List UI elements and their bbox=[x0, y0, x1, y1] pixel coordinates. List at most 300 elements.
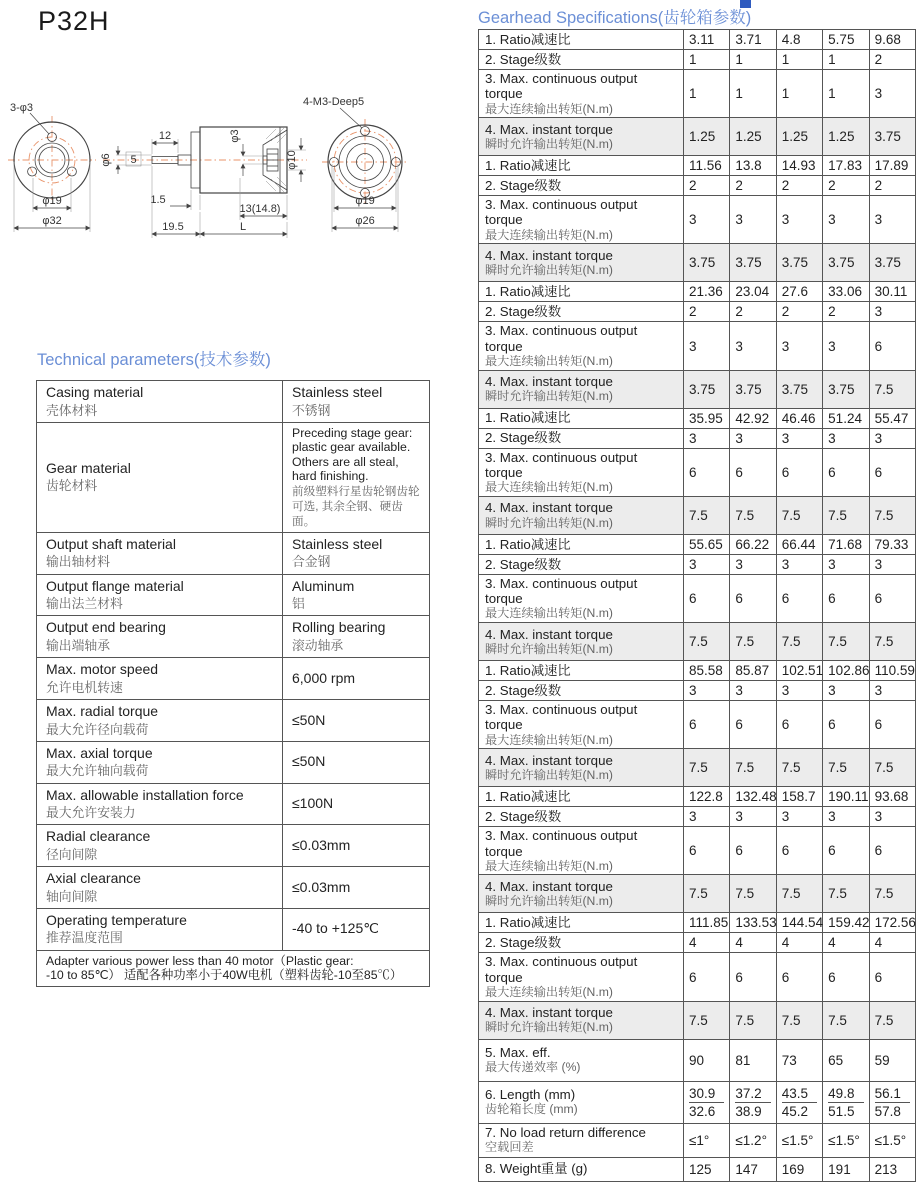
spec-inst-torque-row-value-cell bbox=[776, 1001, 822, 1039]
spec-cont-torque-row-label: 最大连续输出转矩(N.m) bbox=[485, 101, 613, 116]
tech-param-value-en: Stainless steel bbox=[292, 384, 383, 400]
spec-ratio-row-value-cell bbox=[869, 913, 915, 933]
dim-label-phi32: φ32 bbox=[42, 215, 62, 227]
spec-cont-torque-row-value-cell bbox=[684, 827, 730, 875]
spec-stage-row bbox=[479, 176, 916, 196]
spec-ratio-row-label-cell bbox=[479, 282, 684, 302]
tech-param-row bbox=[37, 616, 430, 658]
spec-inst-torque-row-value: 1.25 bbox=[735, 129, 762, 145]
spec-cont-torque-row-value: 6 bbox=[874, 338, 883, 354]
spec-inst-torque-row-value-cell bbox=[823, 623, 869, 661]
tech-param-label-cell bbox=[37, 658, 283, 700]
spec-weight-row-value: 125 bbox=[689, 1161, 712, 1177]
dim-label-phi19-rear: φ19 bbox=[355, 195, 375, 207]
spec-stage-row-value: 3 bbox=[689, 683, 697, 699]
tech-param-value-cell bbox=[283, 825, 430, 867]
spec-cont-torque-row-value: 6 bbox=[874, 590, 883, 606]
spec-ratio-row bbox=[479, 661, 916, 681]
spec-inst-torque-row-value-cell bbox=[823, 370, 869, 408]
spec-noload-row-label-cell bbox=[479, 1123, 684, 1157]
spec-length-value-bottom: 45.2 bbox=[781, 1103, 809, 1119]
rear-flange-view bbox=[303, 96, 408, 232]
tech-param-row bbox=[37, 825, 430, 867]
spec-stage-row-value-cell bbox=[869, 933, 915, 953]
gearhead-spec-table bbox=[478, 29, 916, 1182]
spec-cont-torque-row-value-cell bbox=[869, 827, 915, 875]
spec-inst-torque-row-value-cell bbox=[823, 244, 869, 282]
spec-stage-row-value: 1 bbox=[828, 52, 836, 67]
spec-length-label-cell bbox=[479, 1081, 684, 1123]
spec-inst-torque-row-value: 7.5 bbox=[735, 634, 755, 650]
spec-cont-torque-row-value-cell bbox=[823, 953, 869, 1001]
spec-ratio-row-value-cell bbox=[869, 534, 915, 554]
spec-ratio-row bbox=[479, 913, 916, 933]
spec-length-value-top: 49.8 bbox=[828, 1085, 863, 1103]
spec-stage-row-value-cell bbox=[823, 554, 869, 574]
tech-param-row bbox=[37, 381, 430, 423]
spec-ratio-row-value: 4.8 bbox=[781, 32, 801, 47]
spec-cont-torque-row-label-cell bbox=[479, 953, 684, 1001]
dim-label-13: 13(14.8) bbox=[239, 203, 281, 215]
spec-stage-row-value: 3 bbox=[781, 430, 790, 446]
spec-cont-torque-row-label: 最大连续输出转矩(N.m) bbox=[485, 606, 613, 621]
spec-ratio-row-value-cell bbox=[684, 913, 730, 933]
spec-cont-torque-row bbox=[479, 574, 916, 622]
spec-cont-torque-row bbox=[479, 953, 916, 1001]
spec-noload-row-value-cell bbox=[869, 1123, 915, 1157]
spec-stage-row-value: 1 bbox=[689, 52, 697, 67]
spec-weight-row-value-cell bbox=[684, 1157, 730, 1181]
spec-ratio-row-value: 144.54 bbox=[781, 915, 824, 931]
spec-stage-row-label: 2. Stage级数 bbox=[485, 304, 562, 320]
spec-max-eff-row bbox=[479, 1039, 916, 1081]
tech-param-label-zh: 输出轴材料 bbox=[46, 554, 110, 570]
tech-param-value-cell bbox=[283, 658, 430, 700]
tech-param-label-zh: 径向间隙 bbox=[46, 846, 98, 862]
spec-stage-row-value-cell bbox=[776, 933, 822, 953]
technical-parameters-table bbox=[36, 380, 430, 987]
spec-stage-row-value-cell bbox=[776, 681, 822, 701]
tech-param-label-en: Operating temperature bbox=[46, 911, 187, 928]
spec-cont-torque-row-label: 3. Max. continuous output torque bbox=[485, 575, 638, 607]
spec-stage-row-label-cell bbox=[479, 428, 684, 448]
spec-inst-torque-row-value: 7.5 bbox=[828, 886, 847, 902]
technical-parameters-body bbox=[37, 381, 430, 987]
spec-stage-row-label: 2. Stage级数 bbox=[485, 682, 562, 698]
spec-cont-torque-row-value: 6 bbox=[781, 843, 790, 859]
spec-ratio-row-value: 51.24 bbox=[828, 410, 862, 426]
spec-max-eff-row-value-cell bbox=[730, 1039, 776, 1081]
spec-ratio-row-value: 102.51 bbox=[781, 663, 824, 679]
tech-param-value-zh: 滚动轴承 bbox=[292, 637, 344, 653]
spec-stage-row-value-cell bbox=[730, 428, 776, 448]
spec-inst-torque-row-label: 4. Max. instant torque bbox=[485, 121, 613, 137]
spec-cont-torque-row-label: 最大连续输出转矩(N.m) bbox=[485, 353, 613, 368]
spec-ratio-row-value: 172.56 bbox=[874, 915, 916, 931]
spec-ratio-row bbox=[479, 787, 916, 807]
spec-ratio-row-value-cell bbox=[869, 156, 915, 176]
spec-cont-torque-row-value: 3 bbox=[689, 212, 697, 228]
spec-cont-torque-row-value-cell bbox=[776, 196, 822, 244]
spec-inst-torque-row-value-cell bbox=[869, 1001, 915, 1039]
spec-inst-torque-row-value: 7.5 bbox=[735, 1012, 755, 1028]
spec-stage-row-value: 3 bbox=[874, 556, 883, 572]
spec-stage-row bbox=[479, 807, 916, 827]
spec-ratio-row-label-cell bbox=[479, 661, 684, 681]
spec-length-value-bottom: 57.8 bbox=[874, 1103, 901, 1119]
spec-cont-torque-row-value-cell bbox=[869, 448, 915, 496]
spec-inst-torque-row-label: 瞬时允许输出转矩(N.m) bbox=[485, 641, 613, 656]
spec-ratio-row-value-cell bbox=[823, 787, 869, 807]
spec-stage-row-value-cell bbox=[684, 554, 730, 574]
spec-ratio-row-value: 35.95 bbox=[689, 410, 723, 426]
spec-ratio-row-value: 27.6 bbox=[781, 284, 809, 300]
tech-param-value-cell bbox=[283, 381, 430, 423]
spec-stage-row-value-cell bbox=[776, 50, 822, 70]
spec-cont-torque-row bbox=[479, 701, 916, 749]
spec-inst-torque-row-value: 7.5 bbox=[828, 507, 847, 523]
spec-stage-row-value: 2 bbox=[781, 304, 790, 320]
spec-max-eff-row-label-cell bbox=[479, 1039, 684, 1081]
gearhead-specifications-title: Gearhead Specifications(齿轮箱参数) bbox=[478, 9, 752, 27]
spec-cont-torque-row-value-cell bbox=[823, 574, 869, 622]
spec-length-value-cell bbox=[776, 1081, 822, 1123]
spec-inst-torque-row-value-cell bbox=[869, 875, 915, 913]
spec-cont-torque-row-value: 3 bbox=[735, 338, 743, 354]
tech-param-value-zh: 前级塑料行星齿轮钢齿轮可选, 其余全钢、硬齿面。 bbox=[292, 484, 420, 528]
spec-cont-torque-row-value: 6 bbox=[735, 464, 743, 480]
side-section-view bbox=[100, 127, 307, 238]
spec-cont-torque-row-value: 3 bbox=[781, 338, 790, 354]
spec-stage-row-value-cell bbox=[823, 681, 869, 701]
tech-param-value-en: ≤0.03mm bbox=[292, 878, 351, 895]
spec-ratio-row-value: 110.59 bbox=[874, 663, 915, 679]
spec-cont-torque-row-value-cell bbox=[684, 953, 730, 1001]
spec-ratio-row-value-cell bbox=[730, 913, 776, 933]
tech-param-value-zh: 合金钢 bbox=[292, 554, 331, 570]
spec-ratio-row-value-cell bbox=[869, 30, 915, 50]
dim-label-phi6: φ6 bbox=[100, 153, 112, 167]
spec-cont-torque-row-label: 最大连续输出转矩(N.m) bbox=[485, 227, 613, 242]
tech-param-value-en: -40 to +125℃ bbox=[292, 920, 379, 937]
spec-ratio-row-value-cell bbox=[730, 787, 776, 807]
spec-length-label-zh: 齿轮箱长度 (mm) bbox=[485, 1102, 578, 1117]
spec-stage-row-value-cell bbox=[776, 428, 822, 448]
spec-inst-torque-row-value-cell bbox=[684, 370, 730, 408]
spec-ratio-row-value: 3.11 bbox=[689, 32, 715, 47]
spec-ratio-row-value-cell bbox=[869, 282, 915, 302]
spec-cont-torque-row-value-cell bbox=[869, 322, 915, 370]
tech-param-label-cell bbox=[37, 825, 283, 867]
spec-weight-row-value-cell bbox=[730, 1157, 776, 1181]
spec-inst-torque-row-label: 4. Max. instant torque bbox=[485, 374, 613, 390]
spec-inst-torque-row-value: 7.5 bbox=[689, 1012, 708, 1028]
tech-param-footer-row bbox=[37, 950, 430, 986]
tech-param-label-cell bbox=[37, 908, 283, 950]
spec-inst-torque-row-value: 7.5 bbox=[735, 760, 755, 776]
spec-inst-torque-row-label-cell bbox=[479, 118, 684, 156]
spec-inst-torque-row-value: 7.5 bbox=[735, 886, 755, 902]
spec-cont-torque-row-value: 3 bbox=[874, 212, 883, 228]
tech-param-label-cell bbox=[37, 783, 283, 825]
spec-inst-torque-row-value: 7.5 bbox=[874, 507, 894, 523]
spec-inst-torque-row-value: 7.5 bbox=[874, 760, 894, 776]
tech-param-label-cell bbox=[37, 532, 283, 574]
spec-inst-torque-row-value-cell bbox=[869, 496, 915, 534]
spec-stage-row-value-cell bbox=[776, 807, 822, 827]
spec-stage-row-value: 3 bbox=[828, 556, 836, 572]
spec-stage-row-value: 4 bbox=[735, 935, 743, 951]
spec-inst-torque-row-value: 7.5 bbox=[689, 507, 708, 523]
spec-cont-torque-row-value-cell bbox=[869, 701, 915, 749]
spec-weight-row bbox=[479, 1157, 916, 1181]
spec-inst-torque-row bbox=[479, 623, 916, 661]
spec-weight-row-label: 8. Weight重量 (g) bbox=[485, 1161, 588, 1177]
spec-inst-torque-row-value: 3.75 bbox=[781, 255, 809, 271]
spec-ratio-row-value-cell bbox=[684, 534, 730, 554]
spec-cont-torque-row-label: 最大连续输出转矩(N.m) bbox=[485, 732, 613, 747]
spec-inst-torque-row-value: 3.75 bbox=[828, 381, 855, 397]
spec-inst-torque-row-value: 7.5 bbox=[689, 886, 708, 902]
spec-inst-torque-row-value-cell bbox=[730, 118, 776, 156]
spec-ratio-row-value: 71.68 bbox=[828, 536, 862, 552]
spec-max-eff-row-value-cell bbox=[823, 1039, 869, 1081]
spec-ratio-row-label: 1. Ratio减速比 bbox=[485, 789, 571, 805]
spec-stage-row-label: 2. Stage级数 bbox=[485, 935, 562, 951]
spec-inst-torque-row-value-cell bbox=[776, 118, 822, 156]
spec-inst-torque-row-label: 4. Max. instant torque bbox=[485, 500, 613, 516]
spec-ratio-row-value-cell bbox=[684, 156, 730, 176]
spec-cont-torque-row-value-cell bbox=[823, 448, 869, 496]
spec-inst-torque-row-value: 3.75 bbox=[828, 255, 855, 271]
spec-length-value-top: 43.5 bbox=[782, 1085, 817, 1103]
spec-noload-row-value-cell bbox=[823, 1123, 869, 1157]
spec-stage-row-value: 4 bbox=[689, 935, 697, 951]
spec-stage-row-label-cell bbox=[479, 681, 684, 701]
spec-inst-torque-row-value: 7.5 bbox=[781, 886, 801, 902]
spec-cont-torque-row-value: 1 bbox=[828, 86, 836, 102]
spec-ratio-row-value-cell bbox=[776, 156, 822, 176]
spec-ratio-row-value-cell bbox=[823, 661, 869, 681]
spec-inst-torque-row-value: 7.5 bbox=[689, 634, 708, 650]
tech-param-value-en: Rolling bearing bbox=[292, 619, 386, 636]
tech-param-row bbox=[37, 741, 430, 783]
spec-stage-row-value-cell bbox=[684, 302, 730, 322]
spec-cont-torque-row-value-cell bbox=[684, 322, 730, 370]
spec-inst-torque-row-value-cell bbox=[730, 244, 776, 282]
spec-inst-torque-row-value: 7.5 bbox=[689, 760, 708, 776]
spec-ratio-row-value: 66.44 bbox=[781, 536, 816, 552]
spec-cont-torque-row-value: 6 bbox=[874, 717, 883, 733]
spec-inst-torque-row-value: 1.25 bbox=[781, 129, 809, 145]
spec-inst-torque-row-value: 3.75 bbox=[689, 381, 716, 397]
spec-stage-row bbox=[479, 554, 916, 574]
spec-inst-torque-row-value: 3.75 bbox=[874, 255, 901, 271]
spec-cont-torque-row-value: 6 bbox=[828, 464, 836, 480]
spec-cont-torque-row-value: 6 bbox=[828, 717, 836, 733]
spec-cont-torque-row-value-cell bbox=[684, 70, 730, 118]
spec-inst-torque-row-value-cell bbox=[869, 370, 915, 408]
spec-inst-torque-row-label: 瞬时允许输出转矩(N.m) bbox=[485, 263, 613, 278]
spec-cont-torque-row-label: 3. Max. continuous output torque bbox=[485, 71, 638, 102]
spec-ratio-row-value-cell bbox=[869, 661, 915, 681]
spec-stage-row-value-cell bbox=[869, 681, 915, 701]
spec-inst-torque-row-value-cell bbox=[776, 370, 822, 408]
spec-length-value-cell bbox=[823, 1081, 869, 1123]
spec-cont-torque-row-value-cell bbox=[730, 701, 776, 749]
spec-cont-torque-row-value: 3 bbox=[781, 212, 790, 228]
spec-ratio-row-value: 5.75 bbox=[828, 32, 855, 47]
spec-length-value-top: 37.2 bbox=[735, 1085, 770, 1103]
spec-noload-row-value: ≤1.5° bbox=[781, 1132, 814, 1148]
spec-inst-torque-row-value-cell bbox=[730, 749, 776, 787]
spec-stage-row-value-cell bbox=[776, 302, 822, 322]
spec-cont-torque-row-value: 6 bbox=[735, 717, 743, 733]
gearhead-spec-body bbox=[479, 30, 916, 1182]
spec-cont-torque-row-value: 3 bbox=[874, 86, 883, 102]
spec-ratio-row-value-cell bbox=[823, 156, 869, 176]
spec-ratio-row-label-cell bbox=[479, 408, 684, 428]
spec-cont-torque-row-value-cell bbox=[730, 322, 776, 370]
spec-cont-torque-row-value-cell bbox=[776, 574, 822, 622]
spec-cont-torque-row-value: 6 bbox=[689, 464, 697, 480]
tech-param-row bbox=[37, 574, 430, 616]
tech-param-label-en: Max. radial torque bbox=[46, 703, 159, 720]
spec-cont-torque-row-value-cell bbox=[684, 448, 730, 496]
spec-inst-torque-row-value-cell bbox=[684, 244, 730, 282]
spec-inst-torque-row-label: 4. Max. instant torque bbox=[485, 247, 613, 263]
spec-ratio-row bbox=[479, 282, 916, 302]
spec-stage-row-value: 3 bbox=[874, 430, 883, 446]
spec-stage-row bbox=[479, 681, 916, 701]
tech-param-label-zh: 轴向间隙 bbox=[46, 888, 98, 904]
spec-stage-row-label-cell bbox=[479, 176, 684, 196]
spec-cont-torque-row-label-cell bbox=[479, 574, 684, 622]
spec-inst-torque-row-label: 瞬时允许输出转矩(N.m) bbox=[485, 768, 613, 783]
spec-cont-torque-row-label: 3. Max. continuous output torque bbox=[485, 197, 638, 228]
spec-ratio-row-value-cell bbox=[776, 534, 822, 554]
spec-ratio-row-value-cell bbox=[684, 30, 730, 50]
spec-stage-row-value: 3 bbox=[735, 809, 743, 825]
spec-cont-torque-row bbox=[479, 70, 916, 118]
spec-cont-torque-row-value-cell bbox=[823, 701, 869, 749]
spec-stage-row-label: 2. Stage级数 bbox=[485, 51, 562, 67]
tech-param-label-en: Max. motor speed bbox=[46, 661, 159, 678]
spec-cont-torque-row-value: 6 bbox=[735, 843, 743, 859]
spec-inst-torque-row bbox=[479, 875, 916, 913]
spec-cont-torque-row-value-cell bbox=[823, 827, 869, 875]
tech-param-label-zh: 输出端轴承 bbox=[46, 637, 110, 653]
spec-inst-torque-row-value-cell bbox=[823, 1001, 869, 1039]
spec-stage-row-value: 2 bbox=[874, 52, 883, 67]
spec-inst-torque-row-value: 7.5 bbox=[874, 886, 894, 902]
spec-ratio-row-value: 23.04 bbox=[735, 284, 770, 300]
spec-ratio-row-value: 132.48 bbox=[735, 789, 777, 805]
spec-ratio-row-value-cell bbox=[776, 408, 822, 428]
spec-cont-torque-row-value-cell bbox=[776, 70, 822, 118]
spec-ratio-row-value-cell bbox=[730, 661, 776, 681]
spec-stage-row-value-cell bbox=[730, 807, 776, 827]
spec-cont-torque-row-value: 1 bbox=[689, 86, 697, 102]
spec-stage-row-value-cell bbox=[730, 176, 776, 196]
dim-label-front-holes: 3-φ3 bbox=[10, 102, 34, 114]
spec-cont-torque-row-label: 3. Max. continuous output torque bbox=[485, 449, 638, 480]
spec-inst-torque-row-label: 4. Max. instant torque bbox=[485, 1005, 613, 1021]
spec-ratio-row bbox=[479, 30, 916, 50]
spec-inst-torque-row-label: 瞬时允许输出转矩(N.m) bbox=[485, 1020, 613, 1035]
spec-ratio-row-label: 1. Ratio减速比 bbox=[485, 410, 571, 426]
spec-cont-torque-row-label: 3. Max. continuous output torque bbox=[485, 828, 638, 859]
spec-stage-row-value-cell bbox=[730, 302, 776, 322]
spec-inst-torque-row-value-cell bbox=[869, 244, 915, 282]
dim-label-rear-holes: 4-M3-Deep5 bbox=[303, 96, 365, 108]
spec-stage-row-value: 3 bbox=[735, 683, 743, 699]
tech-param-label-en: Output shaft material bbox=[46, 535, 176, 552]
spec-weight-row-value: 147 bbox=[735, 1161, 758, 1177]
spec-cont-torque-row-label: 3. Max. continuous output torque bbox=[485, 702, 638, 733]
spec-cont-torque-row-value: 6 bbox=[735, 969, 743, 985]
tech-param-value-en: ≤50N bbox=[292, 711, 326, 728]
spec-stage-row-value: 4 bbox=[781, 935, 790, 951]
spec-ratio-row bbox=[479, 534, 916, 554]
spec-cont-torque-row-value-cell bbox=[823, 70, 869, 118]
spec-stage-row-value-cell bbox=[730, 681, 776, 701]
spec-stage-row-value-cell bbox=[730, 933, 776, 953]
spec-ratio-row-label-cell bbox=[479, 30, 684, 50]
spec-inst-torque-row bbox=[479, 1001, 916, 1039]
spec-ratio-row-value: 13.8 bbox=[735, 158, 762, 174]
spec-stage-row-value: 3 bbox=[689, 809, 697, 825]
spec-stage-row-value: 3 bbox=[828, 430, 836, 446]
spec-ratio-row-value-cell bbox=[776, 30, 822, 50]
spec-inst-torque-row-value: 7.5 bbox=[874, 1012, 894, 1028]
spec-cont-torque-row-value: 6 bbox=[781, 590, 790, 606]
spec-weight-row-value: 213 bbox=[874, 1161, 898, 1177]
spec-ratio-row-value-cell bbox=[684, 408, 730, 428]
spec-inst-torque-row bbox=[479, 749, 916, 787]
spec-cont-torque-row-value: 1 bbox=[735, 86, 743, 102]
tech-param-label-zh: 允许电机转速 bbox=[46, 679, 123, 695]
spec-ratio-row-value: 158.7 bbox=[781, 789, 816, 805]
spec-stage-row-value: 2 bbox=[689, 304, 697, 320]
spec-stage-row-label-cell bbox=[479, 50, 684, 70]
spec-cont-torque-row-value-cell bbox=[869, 574, 915, 622]
spec-stage-row-value: 4 bbox=[874, 935, 883, 951]
spec-inst-torque-row-value-cell bbox=[869, 623, 915, 661]
spec-inst-torque-row-label-cell bbox=[479, 370, 684, 408]
spec-cont-torque-row-value: 6 bbox=[689, 590, 697, 606]
spec-noload-row-value-cell bbox=[730, 1123, 776, 1157]
spec-ratio-row-value: 102.86 bbox=[828, 663, 870, 679]
spec-inst-torque-row-value-cell bbox=[823, 496, 869, 534]
spec-length-value-bottom: 38.9 bbox=[735, 1103, 762, 1119]
spec-ratio-row-value-cell bbox=[869, 408, 915, 428]
spec-stage-row bbox=[479, 302, 916, 322]
spec-max-eff-row-value: 65 bbox=[828, 1052, 844, 1068]
tech-param-label-en: Max. axial torque bbox=[46, 744, 153, 761]
spec-inst-torque-row bbox=[479, 370, 916, 408]
spec-inst-torque-row-value-cell bbox=[730, 1001, 776, 1039]
spec-stage-row-value-cell bbox=[869, 428, 915, 448]
spec-inst-torque-row-value-cell bbox=[684, 749, 730, 787]
spec-ratio-row-value: 42.92 bbox=[735, 410, 770, 426]
spec-noload-row-label: 空载回差 bbox=[485, 1140, 534, 1155]
spec-stage-row-value-cell bbox=[869, 807, 915, 827]
tech-param-label-zh: 推荐温度范围 bbox=[46, 930, 123, 946]
spec-inst-torque-row-value-cell bbox=[776, 496, 822, 534]
spec-inst-torque-row-value: 7.5 bbox=[828, 634, 847, 650]
tech-param-value-zh: 铝 bbox=[292, 596, 305, 612]
